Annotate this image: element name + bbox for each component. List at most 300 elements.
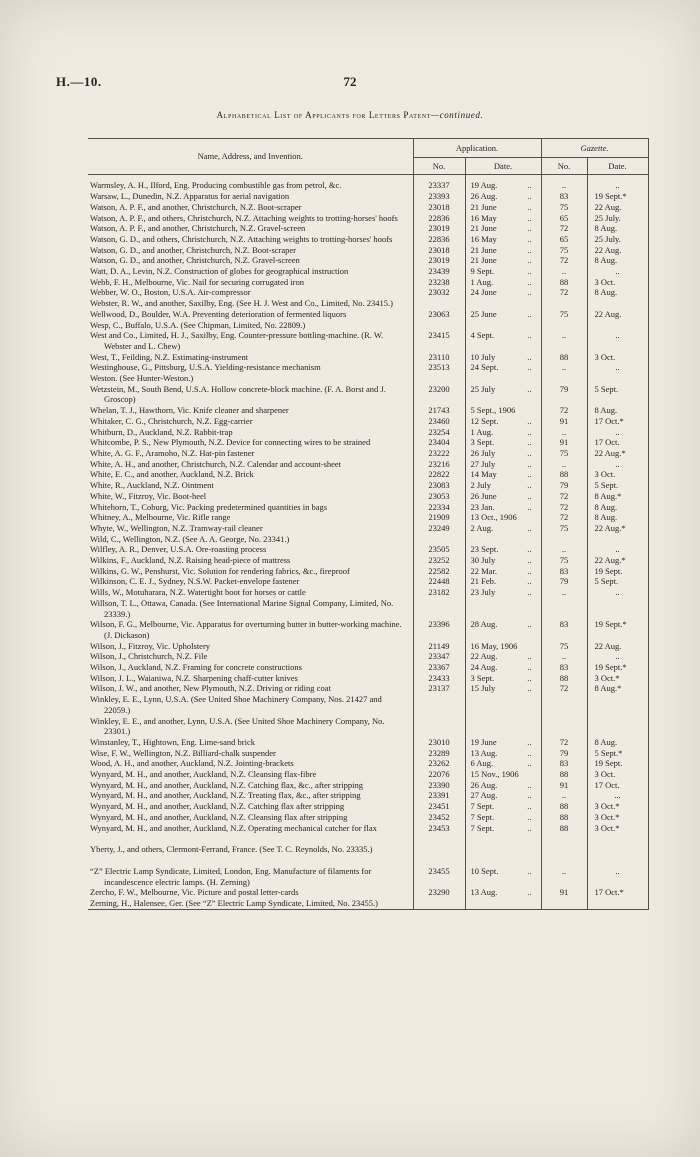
applicant-invention-cell: Wild, C., Wellington, N.Z. (See A. A. George, No. 23341.) bbox=[90, 533, 290, 544]
application-no-cell: 23367 bbox=[413, 662, 465, 673]
applicant-invention-cell: Wellwood, D., Boulder, W.A. Preventing deterioration of fermented liquors bbox=[90, 308, 347, 319]
application-no-cell: 23452 bbox=[413, 812, 465, 823]
table-row bbox=[88, 469, 648, 480]
table-row bbox=[88, 298, 648, 309]
gazette-no-cell: .. bbox=[541, 175, 587, 191]
table-row bbox=[88, 566, 648, 577]
applicant-invention-cell: Wynyard, M. H., and another, Auckland, N.Z. Cleansing flax-fibre bbox=[90, 769, 317, 780]
applicant-invention-cell: Watt, D. A., Levin, N.Z. Construction of globes for geographical instruction bbox=[90, 266, 349, 277]
application-no-cell: 23455 bbox=[413, 855, 465, 887]
applicant-invention-cell: Wilson, J., Auckland, N.Z. Framing for concrete constructions bbox=[90, 662, 302, 673]
leader-dots: .. bbox=[527, 244, 532, 255]
table-row bbox=[88, 555, 648, 566]
leader-dots: .. bbox=[527, 180, 532, 191]
gazette-no-cell bbox=[541, 320, 587, 331]
table-row bbox=[88, 330, 648, 351]
applicant-invention-cell: Wilson, J. L., Waianiwa, N.Z. Sharpening chaff-cutter knives bbox=[90, 672, 298, 683]
leader-dots: .. bbox=[527, 383, 532, 394]
applicant-invention-cell: West and Co., Limited, H. J., Saxilby, Eng. Counter-pressure bottling-machine. (R. W. Webster and L. Chew) bbox=[90, 330, 384, 351]
application-date-cell bbox=[465, 587, 541, 598]
application-date-cell bbox=[465, 362, 541, 373]
gazette-date-cell: .. bbox=[587, 266, 648, 277]
application-no-cell: 23063 bbox=[413, 309, 465, 320]
application-date-cell bbox=[465, 491, 541, 502]
leader-dots: .. bbox=[527, 501, 532, 512]
application-date-cell bbox=[465, 855, 541, 887]
gazette-no-cell: .. bbox=[541, 427, 587, 438]
application-date-cell bbox=[465, 641, 541, 652]
gazette-date-cell: .. bbox=[587, 362, 648, 373]
application-date-cell bbox=[465, 694, 541, 715]
applicant-invention-cell: Wilson, J., Fitzroy, Vic. Upholstery bbox=[90, 640, 211, 651]
table-row bbox=[88, 898, 648, 909]
application-date-cell bbox=[465, 191, 541, 202]
gazette-date-cell: 19 Sept.* bbox=[587, 619, 648, 640]
application-date-cell bbox=[465, 298, 541, 309]
application-date-text: 21 June bbox=[470, 223, 497, 234]
leader-dots: .. bbox=[527, 619, 532, 630]
application-date-cell bbox=[465, 523, 541, 534]
gazette-no-cell bbox=[541, 694, 587, 715]
table-row bbox=[88, 309, 648, 320]
gazette-no-cell: .. bbox=[541, 266, 587, 277]
col-gazette-header: Gazette. bbox=[541, 139, 648, 158]
table-row bbox=[88, 694, 648, 715]
application-no-cell: 23505 bbox=[413, 544, 465, 555]
table-row bbox=[88, 502, 648, 513]
application-date-text: 26 Aug. bbox=[470, 779, 498, 790]
application-no-cell: 23347 bbox=[413, 651, 465, 662]
application-date-text: 1 Aug. bbox=[470, 426, 494, 437]
gazette-date-cell: 8 Aug. bbox=[587, 287, 648, 298]
application-date-cell bbox=[465, 801, 541, 812]
leader-dots: .. bbox=[527, 555, 532, 566]
application-date-cell bbox=[465, 309, 541, 320]
application-no-cell: 22822 bbox=[413, 469, 465, 480]
application-date-text: 4 Sept. bbox=[470, 330, 495, 341]
application-date-cell bbox=[465, 245, 541, 256]
application-date-text: 13 Aug. bbox=[470, 887, 498, 898]
gazette-date-cell: .. bbox=[587, 544, 648, 555]
application-no-cell bbox=[413, 898, 465, 909]
gazette-no-cell: 88 bbox=[541, 469, 587, 480]
application-date-cell bbox=[465, 416, 541, 427]
table-row bbox=[88, 887, 648, 898]
applicant-invention-cell: White, R., Auckland, N.Z. Ointment bbox=[90, 480, 214, 491]
application-date-cell bbox=[465, 833, 541, 855]
application-date-cell bbox=[465, 812, 541, 823]
applicant-invention-cell: Wynyard, M. H., and another, Auckland, N.Z. Treating flax, &c., after stripping bbox=[90, 790, 361, 801]
application-date-cell bbox=[465, 352, 541, 363]
gazette-date-cell: .. bbox=[587, 459, 648, 470]
applicant-invention-cell: Yberty, J., and others, Clermont-Ferrand, France. (See T. C. Reynolds, No. 23335.) bbox=[90, 844, 373, 855]
applicant-invention-cell: Wynyard, M. H., and another, Auckland, N.Z. Catching flax, &c., after stripping bbox=[90, 779, 363, 790]
application-no-cell: 23254 bbox=[413, 427, 465, 438]
application-no-cell: 23290 bbox=[413, 887, 465, 898]
table-row bbox=[88, 427, 648, 438]
gazette-date-cell bbox=[587, 298, 648, 309]
applicant-invention-cell: Wynyard, M. H., and another, Auckland, N.Z. Operating mechanical catcher for flax bbox=[90, 822, 377, 833]
application-date-text: 22 Aug. bbox=[470, 651, 498, 662]
applicant-invention-cell: Webber, W. O., Boston, U.S.A. Air-compressor bbox=[90, 287, 251, 298]
col-application-no-header: No. bbox=[413, 157, 465, 175]
application-no-cell: 22836 bbox=[413, 234, 465, 245]
gazette-no-cell: 91 bbox=[541, 437, 587, 448]
application-date-text: 16 May bbox=[470, 212, 497, 223]
gazette-date-cell: 8 Aug. bbox=[587, 405, 648, 416]
application-no-cell: 23018 bbox=[413, 202, 465, 213]
gazette-no-cell: .. bbox=[541, 651, 587, 662]
gazette-date-cell bbox=[587, 694, 648, 715]
gazette-no-cell: .. bbox=[541, 855, 587, 887]
document-reference: H.—10. bbox=[56, 74, 102, 89]
application-date-text: 16 May, 1906 bbox=[470, 640, 518, 651]
gazette-no-cell: 72 bbox=[541, 223, 587, 234]
applicant-invention-cell: Wilfley, A. R., Denver, U.S.A. Ore-roasting process bbox=[90, 544, 267, 555]
applicant-invention-cell: Wood, A. H., and another, Auckland, N.Z. Jointing-brackets bbox=[90, 758, 294, 769]
application-date-cell bbox=[465, 427, 541, 438]
application-date-cell bbox=[465, 502, 541, 513]
list-title-continued: —continued. bbox=[431, 110, 484, 120]
application-date-text: 26 July bbox=[470, 447, 496, 458]
application-no-cell: 21909 bbox=[413, 512, 465, 523]
applicant-invention-cell: Wilkins, G. W., Penshurst, Vic. Solution for rendering fabrics, &c., fireproof bbox=[90, 565, 350, 576]
col-name-header: Name, Address, and Invention. bbox=[88, 139, 413, 175]
gazette-no-cell: .. bbox=[541, 587, 587, 598]
application-date-cell bbox=[465, 898, 541, 909]
application-no-cell bbox=[413, 373, 465, 384]
application-no-cell: 23453 bbox=[413, 823, 465, 834]
applicant-invention-cell: Weston. (See Hunter-Weston.) bbox=[90, 373, 194, 384]
application-date-cell bbox=[465, 330, 541, 351]
leader-dots: .. bbox=[527, 480, 532, 491]
col-gazette-no-header: No. bbox=[541, 157, 587, 175]
gazette-no-cell: .. bbox=[541, 362, 587, 373]
applicant-invention-cell: Webster, R. W., and another, Saxilby, Eng. (See H. J. West and Co., Limited, No. 23415.) bbox=[90, 298, 393, 309]
gazette-no-cell: .. bbox=[541, 459, 587, 470]
applicant-invention-cell: Willson, T. L., Ottawa, Canada. (See International Marine Signal Company, Limited, No. 23339.) bbox=[90, 597, 394, 619]
gazette-date-cell: 19 Sept. bbox=[587, 566, 648, 577]
gazette-no-cell: 83 bbox=[541, 191, 587, 202]
gazette-date-cell: 17 Oct. bbox=[587, 780, 648, 791]
application-date-cell bbox=[465, 266, 541, 277]
application-date-cell bbox=[465, 673, 541, 684]
gazette-date-cell: 22 Aug.* bbox=[587, 555, 648, 566]
gazette-date-cell: 25 July. bbox=[587, 234, 648, 245]
application-no-cell: 23433 bbox=[413, 673, 465, 684]
gazette-no-cell: 75 bbox=[541, 309, 587, 320]
table-row bbox=[88, 255, 648, 266]
application-no-cell bbox=[413, 320, 465, 331]
application-date-cell bbox=[465, 512, 541, 523]
application-date-text: 25 July bbox=[470, 383, 496, 394]
application-date-cell bbox=[465, 662, 541, 673]
application-date-text: 10 July bbox=[470, 351, 496, 362]
application-date-cell bbox=[465, 234, 541, 245]
gazette-no-cell: 75 bbox=[541, 641, 587, 652]
gazette-date-cell: 8 Aug. bbox=[587, 737, 648, 748]
application-date-text: 7 Sept. bbox=[470, 822, 495, 833]
application-date-text: 2 Aug. bbox=[470, 522, 494, 533]
leader-dots: .. bbox=[527, 469, 532, 480]
leader-dots: .. bbox=[527, 790, 532, 801]
table-row bbox=[88, 683, 648, 694]
table-row bbox=[88, 855, 648, 887]
gazette-no-cell: 88 bbox=[541, 352, 587, 363]
table-row bbox=[88, 758, 648, 769]
gazette-date-cell: ... bbox=[587, 790, 648, 801]
gazette-no-cell: 75 bbox=[541, 245, 587, 256]
leader-dots: .. bbox=[527, 223, 532, 234]
gazette-no-cell bbox=[541, 598, 587, 619]
application-no-cell: 23460 bbox=[413, 416, 465, 427]
gazette-date-cell: 8 Aug.* bbox=[587, 683, 648, 694]
application-date-text: 10 Sept. bbox=[470, 866, 499, 876]
gazette-no-cell: 65 bbox=[541, 234, 587, 245]
application-date-cell bbox=[465, 437, 541, 448]
gazette-no-cell bbox=[541, 716, 587, 737]
leader-dots: .. bbox=[527, 736, 532, 747]
gazette-no-cell: 83 bbox=[541, 566, 587, 577]
patent-table bbox=[88, 138, 649, 910]
table-row bbox=[88, 641, 648, 652]
gazette-no-cell bbox=[541, 373, 587, 384]
applicant-invention-cell: Whitney, A., Melbourne, Vic. Rifle range bbox=[90, 512, 231, 523]
gazette-no-cell: 79 bbox=[541, 384, 587, 405]
gazette-date-cell: .. bbox=[587, 587, 648, 598]
application-date-text: 13 Aug. bbox=[470, 747, 498, 758]
application-date-cell bbox=[465, 202, 541, 213]
application-date-text: 19 Aug. bbox=[470, 180, 498, 191]
table-row bbox=[88, 223, 648, 234]
applicant-invention-cell: Watson, G. D., and another, Christchurch, N.Z. Boot-scraper bbox=[90, 244, 296, 255]
leader-dots: .. bbox=[527, 544, 532, 555]
table-row bbox=[88, 175, 648, 191]
leader-dots: .. bbox=[527, 212, 532, 223]
applicant-invention-cell: Wilson, F. G., Melbourne, Vic. Apparatus for overturning butter in butter-working machine. (J. Dickason) bbox=[90, 619, 402, 640]
leader-dots: .. bbox=[527, 351, 532, 362]
applicant-invention-cell: Watson, A. P. F., and another, Christchurch, N.Z. Boot-scraper bbox=[90, 201, 302, 212]
gazette-no-cell: 83 bbox=[541, 758, 587, 769]
gazette-no-cell: 65 bbox=[541, 213, 587, 224]
gazette-no-cell: 72 bbox=[541, 502, 587, 513]
application-no-cell: 23252 bbox=[413, 555, 465, 566]
application-date-text: 24 Aug. bbox=[470, 662, 498, 673]
application-date-cell bbox=[465, 534, 541, 545]
applicant-invention-cell: Wilson, J. W., and another, New Plymouth, N.Z. Driving or riding coat bbox=[90, 683, 331, 694]
application-no-cell: 23032 bbox=[413, 287, 465, 298]
gazette-no-cell bbox=[541, 534, 587, 545]
application-no-cell: 22334 bbox=[413, 502, 465, 513]
application-no-cell: 22836 bbox=[413, 213, 465, 224]
leader-dots: .. bbox=[527, 887, 532, 898]
leader-dots: .. bbox=[527, 811, 532, 822]
leader-dots: .. bbox=[527, 437, 532, 448]
application-date-cell bbox=[465, 598, 541, 619]
gazette-date-cell: 22 Aug. bbox=[587, 309, 648, 320]
leader-dots: .. bbox=[527, 683, 532, 694]
application-no-cell bbox=[413, 833, 465, 855]
table-row bbox=[88, 287, 648, 298]
applicant-invention-cell: Warsaw, L., Dunedin, N.Z. Apparatus for aerial navigation bbox=[90, 191, 290, 202]
page-number: 72 bbox=[343, 74, 357, 89]
table-row bbox=[88, 833, 648, 855]
table-row bbox=[88, 416, 648, 427]
table-body bbox=[88, 175, 648, 909]
gazette-date-cell: 17 Oct.* bbox=[587, 887, 648, 898]
application-no-cell: 23404 bbox=[413, 437, 465, 448]
gazette-date-cell: 22 Aug. bbox=[587, 245, 648, 256]
table-row bbox=[88, 737, 648, 748]
leader-dots: .. bbox=[527, 587, 532, 598]
table-row bbox=[88, 823, 648, 834]
gazette-no-cell: 79 bbox=[541, 576, 587, 587]
leader-dots: .. bbox=[527, 287, 532, 298]
gazette-no-cell: 72 bbox=[541, 287, 587, 298]
table-row bbox=[88, 769, 648, 780]
application-date-text: 5 Sept., 1906 bbox=[470, 405, 516, 416]
applicant-invention-cell: Watson, G. D., and another, Christchurch, N.Z. Gravel-screen bbox=[90, 255, 300, 266]
gazette-no-cell: .. bbox=[541, 330, 587, 351]
applicant-invention-cell: Whitburn, D., Auckland, N.Z. Rabbit-trap bbox=[90, 426, 233, 437]
application-date-text: 24 Sept. bbox=[470, 362, 499, 373]
gazette-date-cell: 8 Aug. bbox=[587, 223, 648, 234]
application-date-cell bbox=[465, 469, 541, 480]
application-no-cell: 23396 bbox=[413, 619, 465, 640]
application-date-cell bbox=[465, 277, 541, 288]
gazette-date-cell: 8 Aug. bbox=[587, 512, 648, 523]
table-row bbox=[88, 512, 648, 523]
leader-dots: .. bbox=[527, 747, 532, 758]
application-date-text: 23 Sept. bbox=[470, 544, 499, 555]
application-date-cell bbox=[465, 287, 541, 298]
table-row bbox=[88, 352, 648, 363]
gazette-date-cell bbox=[587, 534, 648, 545]
leader-dots: .. bbox=[527, 201, 532, 212]
application-no-cell: 23083 bbox=[413, 480, 465, 491]
applicant-invention-cell: Wise, F. W., Wellington, N.Z. Billiard-chalk suspender bbox=[90, 747, 276, 758]
application-no-cell: 23390 bbox=[413, 780, 465, 791]
gazette-date-cell bbox=[587, 833, 648, 855]
gazette-no-cell: 88 bbox=[541, 673, 587, 684]
applicant-invention-cell: Westinghouse, G., Pittsburg, U.S.A. Yielding-resistance mechanism bbox=[90, 362, 321, 373]
gazette-date-cell: 3 Oct. bbox=[587, 352, 648, 363]
leader-dots: .. bbox=[527, 522, 532, 533]
application-date-text: 26 June bbox=[470, 490, 497, 501]
application-date-cell bbox=[465, 576, 541, 587]
application-date-cell bbox=[465, 175, 541, 191]
gazette-date-cell: 3 Oct. bbox=[587, 769, 648, 780]
table-row bbox=[88, 373, 648, 384]
applicant-invention-cell: Wetzstein, M., South Bend, U.S.A. Hollow concrete-block machine. (F. A. Borst and J. Groscop) bbox=[90, 383, 386, 405]
gazette-date-cell: 22 Aug. bbox=[587, 202, 648, 213]
gazette-date-cell bbox=[587, 898, 648, 909]
table-row bbox=[88, 480, 648, 491]
gazette-no-cell: 75 bbox=[541, 523, 587, 534]
list-title-main: Alphabetical List of Applicants for Letters Patent bbox=[216, 110, 431, 120]
application-date-text: 19 June bbox=[470, 736, 497, 747]
application-no-cell bbox=[413, 534, 465, 545]
applicant-invention-cell: Wilkins, F., Auckland, N.Z. Raising head-piece of mattress bbox=[90, 555, 291, 566]
gazette-date-cell: 25 July. bbox=[587, 213, 648, 224]
applicant-invention-cell: Whitehorn, T., Coburg, Vic. Packing predetermined quantities in bags bbox=[90, 501, 328, 512]
application-date-text: 2 July bbox=[470, 480, 492, 491]
gazette-date-cell: 17 Oct.* bbox=[587, 416, 648, 427]
gazette-date-cell: 3 Oct.* bbox=[587, 673, 648, 684]
table-row bbox=[88, 587, 648, 598]
applicant-invention-cell: Zercho, F. W., Melbourne, Vic. Picture and postal letter-cards bbox=[90, 887, 299, 898]
gazette-no-cell: 72 bbox=[541, 683, 587, 694]
leader-dots: .. bbox=[527, 308, 532, 319]
application-date-cell bbox=[465, 769, 541, 780]
table-row bbox=[88, 362, 648, 373]
gazette-date-cell: 5 Sept.* bbox=[587, 748, 648, 759]
applicant-invention-cell: White, A. H., and another, Christchurch, N.Z. Calendar and account-sheet bbox=[90, 458, 342, 469]
leader-dots: .. bbox=[527, 362, 532, 373]
table-row bbox=[88, 405, 648, 416]
application-date-cell bbox=[465, 683, 541, 694]
table-row bbox=[88, 598, 648, 619]
applicant-invention-cell: Webb, F. H., Melbourne, Vic. Nail for securing corrugated iron bbox=[90, 276, 304, 287]
application-no-cell: 21743 bbox=[413, 405, 465, 416]
gazette-no-cell: 88 bbox=[541, 801, 587, 812]
application-date-text: 24 June bbox=[470, 287, 497, 298]
table-row bbox=[88, 191, 648, 202]
application-date-cell bbox=[465, 823, 541, 834]
applicant-invention-cell: Winkley, E. E., Lynn, U.S.A. (See United Shoe Machinery Company, Nos. 21427 and 22059.) bbox=[90, 694, 382, 715]
gazette-date-cell: .. bbox=[587, 651, 648, 662]
table-row bbox=[88, 812, 648, 823]
application-date-cell bbox=[465, 405, 541, 416]
applicant-invention-cell: Wilson, J., Christchurch, N.Z. File bbox=[90, 651, 208, 662]
application-date-cell bbox=[465, 887, 541, 898]
table-row bbox=[88, 576, 648, 587]
gazette-date-cell: 22 Aug. bbox=[587, 641, 648, 652]
application-no-cell: 23451 bbox=[413, 801, 465, 812]
application-no-cell: 23019 bbox=[413, 255, 465, 266]
gazette-date-cell: 5 Sept. bbox=[587, 384, 648, 405]
application-no-cell: 23238 bbox=[413, 277, 465, 288]
application-no-cell: 23391 bbox=[413, 790, 465, 801]
gazette-no-cell: .. bbox=[541, 790, 587, 801]
applicant-invention-cell: White, W., Fitzroy, Vic. Boot-heel bbox=[90, 490, 207, 501]
gazette-date-cell: 19 Sept. bbox=[587, 758, 648, 769]
table-row bbox=[88, 459, 648, 470]
application-date-text: 27 July bbox=[470, 458, 496, 469]
application-date-cell bbox=[465, 790, 541, 801]
application-date-cell bbox=[465, 255, 541, 266]
gazette-date-cell: 3 Oct. bbox=[587, 469, 648, 480]
application-date-cell bbox=[465, 320, 541, 331]
application-no-cell: 23393 bbox=[413, 191, 465, 202]
leader-dots: .. bbox=[527, 330, 532, 341]
application-no-cell: 23439 bbox=[413, 266, 465, 277]
table-row bbox=[88, 266, 648, 277]
application-date-text: 30 July bbox=[470, 555, 496, 566]
application-no-cell: 23415 bbox=[413, 330, 465, 351]
col-gazette-date-header: Date. bbox=[587, 157, 648, 175]
table-row bbox=[88, 213, 648, 224]
leader-dots: .. bbox=[527, 801, 532, 812]
application-date-text: 1 Aug. bbox=[470, 276, 494, 287]
table-row bbox=[88, 801, 648, 812]
gazette-no-cell: 72 bbox=[541, 737, 587, 748]
applicant-invention-cell: Zerning, H., Halensee, Ger. (See “Z” Electric Lamp Syndicate, Limited, No. 23455.) bbox=[90, 898, 378, 909]
application-no-cell: 23222 bbox=[413, 448, 465, 459]
gazette-no-cell bbox=[541, 898, 587, 909]
application-no-cell bbox=[413, 694, 465, 715]
gazette-date-cell bbox=[587, 598, 648, 619]
